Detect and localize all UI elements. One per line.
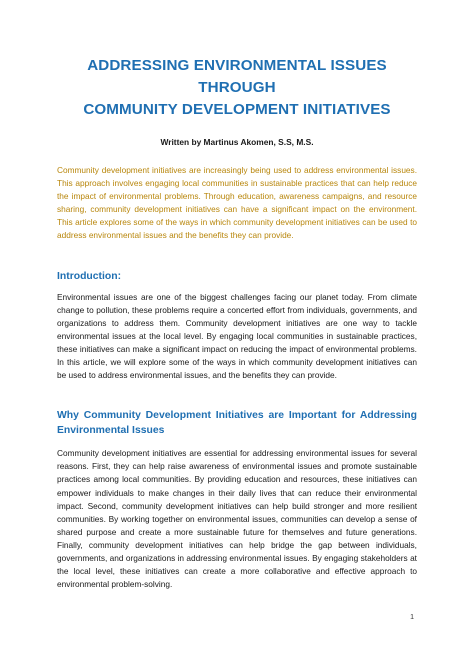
author-byline: Written by Martinus Akomen, S.S, M.S. xyxy=(160,137,314,147)
page-number: 1 xyxy=(410,614,414,621)
section-heading-introduction: Introduction: xyxy=(57,270,122,282)
title-line-2: COMMUNITY DEVELOPMENT INITIATIVES xyxy=(83,101,391,118)
document-title xyxy=(57,55,417,121)
section-heading-why-important: Why Community Development Initiatives are Important for Addressing Environmental Issues xyxy=(57,410,417,437)
abstract-paragraph: Community development initiatives are increasingly being used to address environmental issues. This approach involves engaging local communities in sustainable practices that can help reduce the impact of environmental problems. Through education, awareness campaigns, and resource sharing, community development initiatives can have a significant impact on the environment. This article explores some of the ways in which community development initiatives can be used to address environmental issues and the benefits they can provide. xyxy=(57,165,417,241)
section-body-why-important: Community development initiatives are essential for addressing environmental issues for several reasons. First, they can help raise awareness of environmental issues and promote sustainable practices among local communities. By providing education and resources, these initiatives can empower individuals to make changes in their daily lives that can reduce their environmental impact. Second, community development initiatives can help build stronger and more resilient communities. By working together on environmental issues, communities can develop a sense of shared purpose and create a more sustainable future for themselves and future generations. Finally, community development initiatives can help bridge the gap between individuals, governments, and organizations in addressing environmental issues. By engaging stakeholders at the local level, these initiatives can create a more collaborative and effective approach to environmental problem-solving. xyxy=(57,448,417,590)
title-line-1: ADDRESSING ENVIRONMENTAL ISSUES THROUGH xyxy=(87,57,387,96)
section-body-introduction: Environmental issues are one of the biggest challenges facing our planet today. From climate change to pollution, these problems require a concerted effort from individuals, governments, and organizations to address them. Community development initiatives are one way to tackle environmental issues at the local level. By engaging local communities in sustainable practices, these initiatives can make a significant impact on reducing the impact of environmental problems. In this article, we will explore some of the ways in which community development initiatives can be used to address environmental issues, and the benefits they can provide. xyxy=(57,291,417,381)
